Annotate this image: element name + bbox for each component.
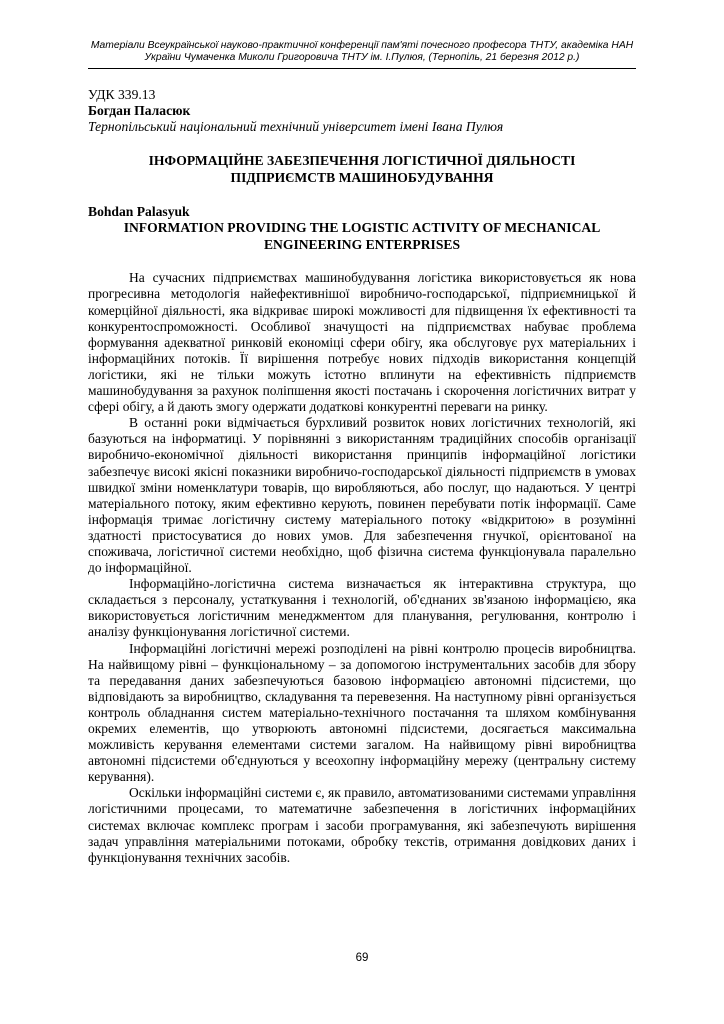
body-text [88,270,636,865]
paragraph-4: Інформаційні логістичні мережі розподілені на рівні контролю процесів виробництва. На найвищому рівні – функціональному – за допомогою інструментальних засобів для збору та передавання даних забезпечуються базовою інформацією автономні підсистеми, що відповідають за виробництво, складування та перевезення. На наступному рівні організується контроль обладнання систем матеріально-технічного постачання та шляхом комбінування окремих елементів, що утворюють автономні підсистеми, досягається максимальна можливість керування елементами системи загалом. На найвищому рівні виробництва автономні підсистеми об'єднуються у всеохопну інформаційну мережу (центральну систему керування). [88,640,636,785]
header-line-2: України Чумаченка Миколи Григоровича ТНТУ ім. І.Пулюя, (Тернопіль, 21 березня 2012 р.) [144,52,580,63]
affiliation: Тернопільський національний технічний університет імені Івана Пулюя [88,119,504,135]
udc-code: УДК 339.13 [88,87,156,102]
author-en: Bohdan Palasyuk [88,204,190,220]
paragraph-1: На сучасних підприємствах машинобудування логістика використовується як нова прогресивна методологія найефективнішої виробничо-господарської, підприємницької й комерційної діяльності, яка відкриває широкі можливості для підвищення їх ефективності та конкурентоспроможності. Особливої значущості на підприємствах набуває проблема формування адекватної ринковій економіці сфери обігу, яка обслуговує рух матеріальних і інформаційних потоків. Її вирішення потребує нових підходів використання концепцій логістики, які не тільки можуть істотно вплинути на ефективність підприємств машинобудування за рахунок поліпшення якості постачань і скорочення логістичних витрат у сфері обігу, а й дають змогу одержати додаткові конкурентні переваги на ринку. [88,270,636,415]
title-en [88,220,636,253]
paragraph-2: В останні роки відмічається бурхливий розвиток нових логістичних технологій, які базуються на інформатиці. У порівнянні з використанням традиційних способів організації виробничо-економічної діяльності використання принципів інформаційної логістики забезпечує високі якісні показники виробничо-господарської діяльності підприємств в умовах швидкої зміни номенклатури товарів, що виробляються, або послуг, що надаються. У центрі матеріального потоку, яким ефективно керують, повинен перебувати потік інформації. Саме інформація тримає логістичну систему матеріального потоку «відкритою» в розумінні здатності пристосуватися до нових умов. Для забезпечення гнучкої, орієнтованої на споживача, логістичної системи необхідно, щоб фізична система функціонувала паралельно до інформаційної. [88,415,636,576]
title-ua-line-1: ІНФОРМАЦІЙНЕ ЗАБЕЗПЕЧЕННЯ ЛОГІСТИЧНОЇ ДІЯЛЬНОСТІ [148,153,576,169]
author-ua: Богдан Паласюк [88,103,191,119]
header-divider [88,68,636,69]
title-en-line-1: INFORMATION PROVIDING THE LOGISTIC ACTIVITY OF MECHANICAL [123,220,601,236]
title-ua [88,153,636,186]
paragraph-3: Інформаційно-логістична система визначається як інтерактивна структура, що складається з персоналу, устаткування і технологій, об'єднаних зв'язаною інформацією, яка використовується логістичним менеджментом для планування, регулювання, контролю і аналізу функціонування логістичної системи. [88,576,636,640]
conference-header [88,40,636,64]
article-content [88,87,636,866]
page-number: 69 [355,952,369,964]
title-ua-line-2: ПІДПРИЄМСТВ МАШИНОБУДУВАННЯ [230,169,494,185]
header-line-1: Матеріали Всеукраїнської науково-практичної конференції пам'яті почесного професора ТНТУ, академіка НАН [90,40,634,51]
title-en-line-2: ENGINEERING ENTERPRISES [263,236,461,252]
paragraph-5: Оскільки інформаційні системи є, як правило, автоматизованими системами управління логістичними процесами, то математичне забезпечення в логістичних інформаційних системах включає комплекс програм і засоби програмування, які забезпечують вирішення задач управління матеріальними потоками, обробку текстів, отримання довідкових даних і функціонування технічних засобів. [88,785,636,865]
